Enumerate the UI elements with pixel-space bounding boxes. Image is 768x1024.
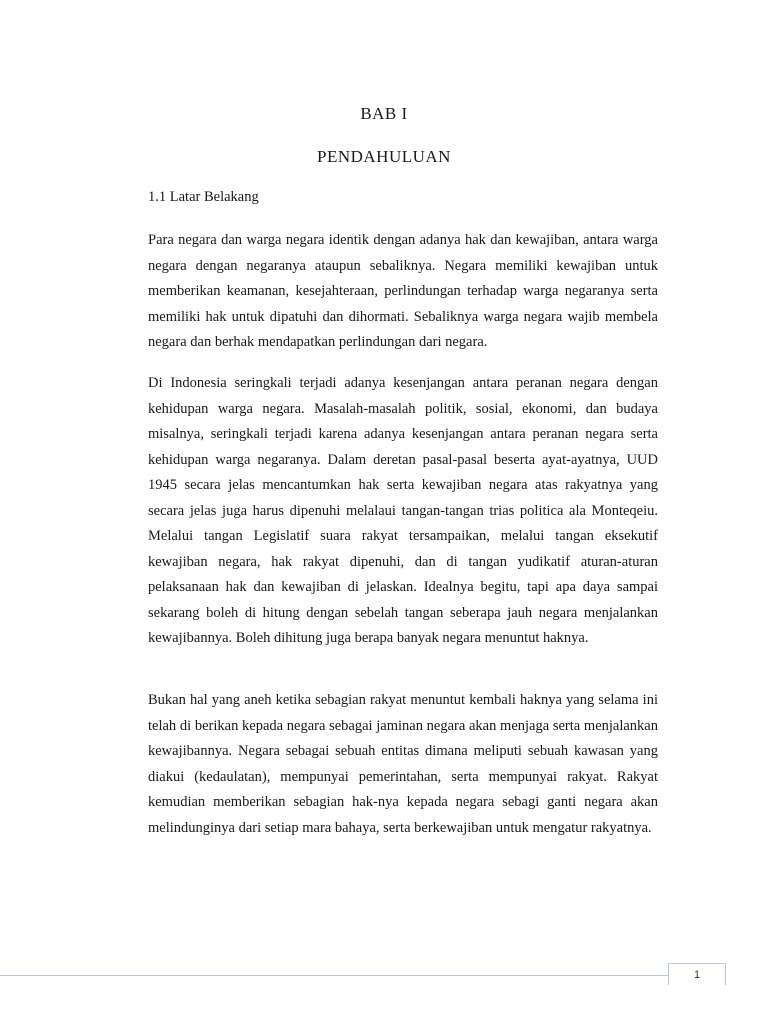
page-number: 1: [668, 963, 726, 985]
section-heading: 1.1 Latar Belakang: [148, 189, 259, 205]
paragraph-1: Para negara dan warga negara identik dengan adanya hak dan kewajiban, antara warga negara dengan negaranya ataupun sebaliknya. Negara memiliki kewajiban untuk memberikan keamanan, kesejahteraan, perlindungan terhadap warga negaranya serta memiliki hak untuk dipatuhi dan dihormati. Sebaliknya warga negara wajib membela negara dan berhak mendapatkan perlindungan dari negara.: [148, 232, 658, 350]
chapter-number: BAB I: [360, 104, 408, 123]
paragraph-2: Di Indonesia seringkali terjadi adanya kesenjangan antara peranan negara dengan kehidupan warga negara. Masalah-masalah politik, sosial, ekonomi, dan budaya misalnya, seringkali terjadi karena adanya kesenjangan antara peranan negara serta kehidupan warga negaranya. Dalam deretan pasal-pasal beserta ayat-ayatnya, UUD 1945 secara jelas mencantumkan hak serta kewajiban negara atas rakyatnya yang secara jelas juga harus dipenuhi melalaui tangan-tangan trias politica ala Monteqeiu. Melalui tangan Legislatif suara rakyat tersampaikan, melalui tangan eksekutif kewajiban negara, hak rakyat dipenuhi, dan di tangan yudikatif aturan-aturan pelaksanaan hak dan kewajiban di jelaskan. Idealnya begitu, tapi apa daya sampai sekarang boleh di hitung dengan sebelah tangan seberapa jauh negara menjalankan kewajibannya. Boleh dihitung juga berapa banyak negara menuntut haknya.: [148, 375, 658, 646]
paragraph-3: Bukan hal yang aneh ketika sebagian rakyat menuntut kembali haknya yang selama ini telah di berikan kepada negara sebagai jaminan negara akan menjaga serta menjalankan kewajibannya. Negara sebagai sebuah entitas dimana meliputi sebuah kawasan yang diakui (kedaulatan), mempunyai pemerintahan, serta mempunyai rakyat. Rakyat kemudian memberikan sebagian hak-nya kepada negara sebagi ganti negara akan melindunginya dari setiap mara bahaya, serta berkewajiban untuk mengatur rakyatnya.: [148, 692, 658, 836]
chapter-title: PENDAHULUAN: [317, 147, 451, 166]
footer-rule: [0, 975, 668, 976]
